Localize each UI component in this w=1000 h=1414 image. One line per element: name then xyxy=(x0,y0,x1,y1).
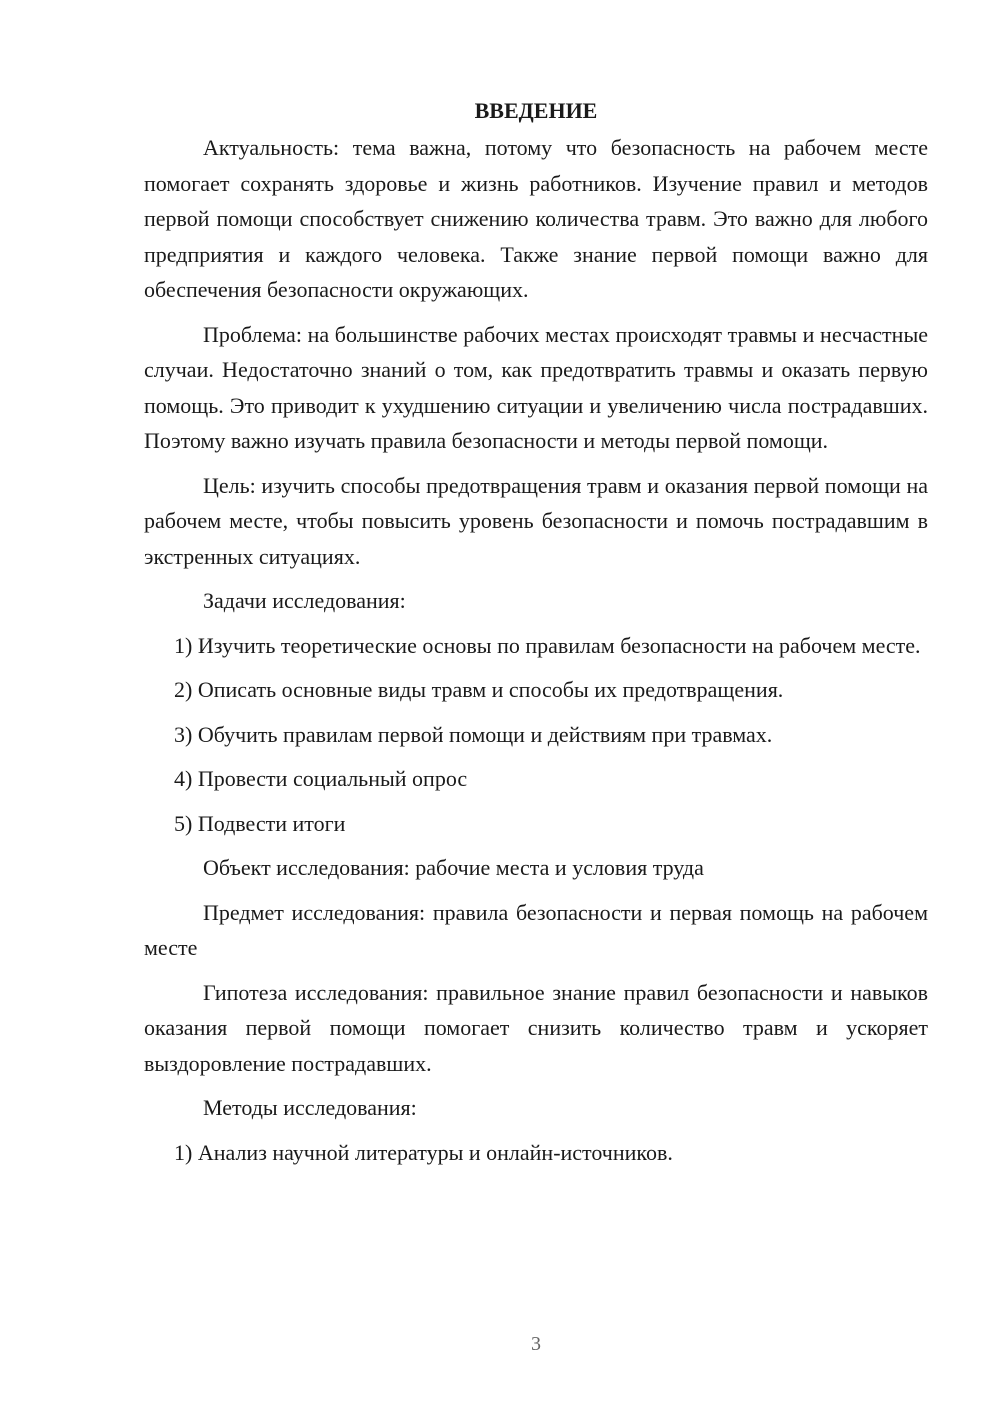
problem-paragraph: Проблема: на большинстве рабочих местах происходят травмы и несчастные случаи. Недостаточно знаний о том, как предотвратить травмы и оказать первую помощь. Это приводит к ухудшению ситуации и увеличению числа пострадавших. Поэтому важно изучать правила безопасности и методы первой помощи. xyxy=(144,321,928,453)
methods-heading: Методы исследования: xyxy=(203,1095,417,1120)
subject-paragraph: Предмет исследования: правила безопасности и первая помощь на рабочем месте xyxy=(144,899,928,960)
object-paragraph: Объект исследования: рабочие места и условия труда xyxy=(203,855,704,880)
relevance-paragraph: Актуальность: тема важна, потому что безопасность на рабочем месте помогает сохранять здоровье и жизнь работников. Изучение правил и методов первой помощи способствует снижению количества травм. Это важно для любого предприятия и каждого человека. Также знание первой помощи важно для обеспечения безопасности окружающих. xyxy=(144,135,928,302)
section-title: ВВЕДЕНИЕ xyxy=(474,98,598,123)
task-item: 2) Описать основные виды травм и способы их предотвращения. xyxy=(174,677,784,702)
tasks-heading: Задачи исследования: xyxy=(203,588,406,613)
task-item: 3) Обучить правилам первой помощи и действиям при травмах. xyxy=(174,721,773,747)
page-content xyxy=(144,93,928,1179)
task-item: 1) Изучить теоретические основы по правилам безопасности на рабочем месте. xyxy=(174,632,921,658)
task-item: 4) Провести социальный опрос xyxy=(174,766,468,791)
hypothesis-paragraph: Гипотеза исследования: правильное знание правил безопасности и навыков оказания первой помощи помогает снизить количество травм и ускоряет выздоровление пострадавших. xyxy=(144,979,928,1076)
page-number: 3 xyxy=(531,1333,541,1355)
goal-paragraph: Цель: изучить способы предотвращения травм и оказания первой помощи на рабочем месте, чтобы повысить уровень безопасности и помочь пострадавшим в экстренных ситуациях. xyxy=(144,472,928,569)
method-item: 1) Анализ научной литературы и онлайн-источников. xyxy=(174,1139,673,1165)
task-item: 5) Подвести итоги xyxy=(174,810,346,836)
